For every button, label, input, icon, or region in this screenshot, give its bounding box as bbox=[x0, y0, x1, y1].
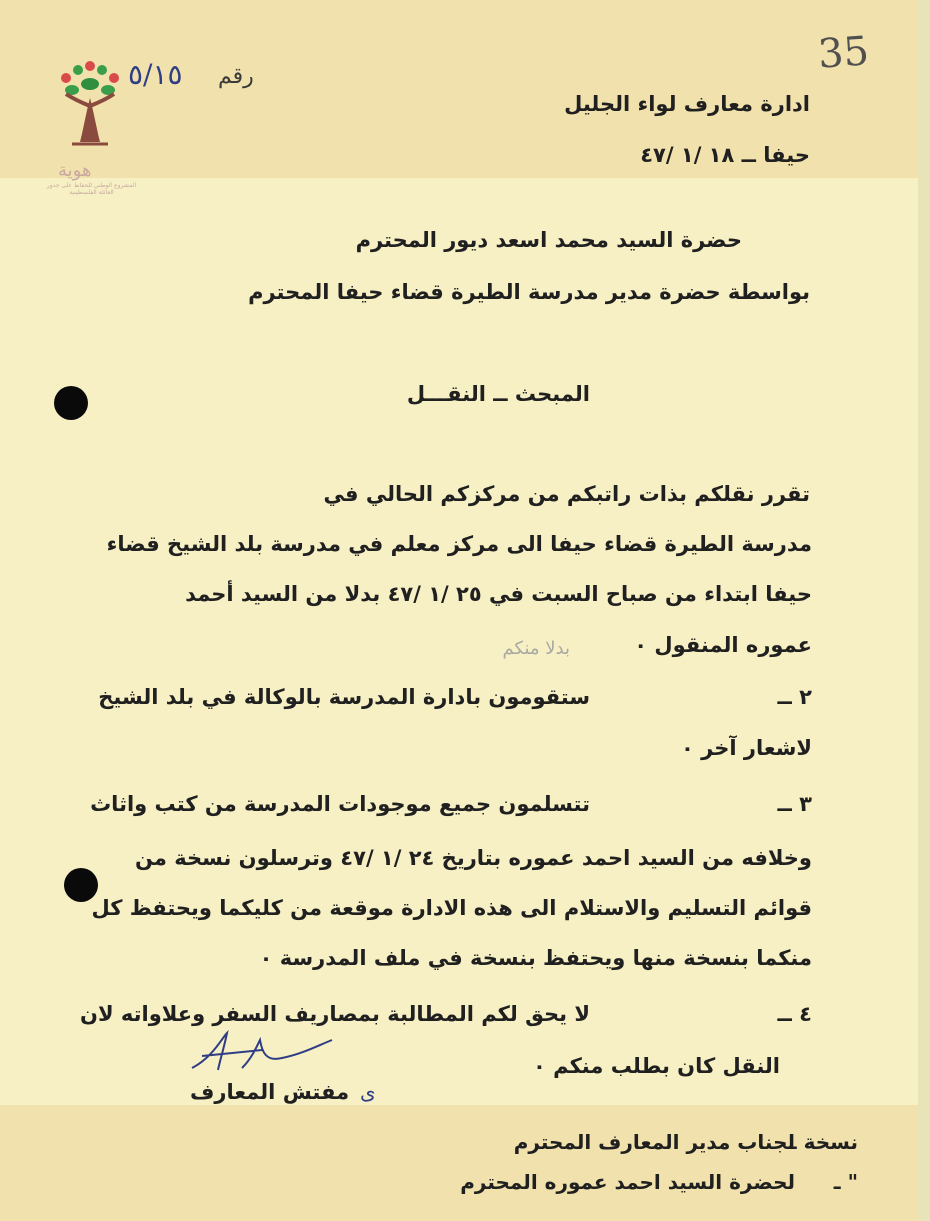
body-p3-number: ٣ ــ bbox=[777, 792, 812, 816]
page-number: 35 bbox=[816, 28, 871, 78]
handwritten-signature bbox=[182, 1028, 342, 1078]
body-p3-line-4: منكما بنسخة منها ويحتفظ بنسخة في ملف المدرسة ٠ bbox=[259, 946, 812, 970]
body-p1-line-3: حيفا ابتداء من صباح السبت في ٢٥ /١ /٤٧ بدلا من السيد أحمد bbox=[185, 582, 812, 606]
body-p3-line-3: قوائم التسليم والاستلام الى هذه الادارة موقعة من كليكما ويحتفظ كل bbox=[91, 896, 812, 920]
copies-line-1: لجناب مدير المعارف المحترم bbox=[513, 1130, 795, 1154]
body-p3-line-2: وخلافه من السيد احمد عموره بتاريخ ٢٤ /١ /٤٧ وترسلون نسخة من bbox=[135, 846, 812, 870]
signature-title: مفتش المعارف bbox=[190, 1080, 350, 1104]
page-edge bbox=[918, 0, 930, 1221]
logo-caption: هوية bbox=[58, 160, 92, 181]
addressee-line-2: بواسطة حضرة مدير مدرسة الطيرة قضاء حيفا المحترم bbox=[248, 280, 810, 304]
body-p4-line-2: النقل كان بطلب منكم ٠ bbox=[532, 1054, 780, 1078]
addressee-line-1: حضرة السيد محمد اسعد ديور المحترم bbox=[355, 228, 742, 252]
reference-number: ٥/١٥ bbox=[128, 58, 183, 91]
office-name: ادارة معارف لواء الجليل bbox=[564, 92, 810, 116]
body-p2-line-2: لاشعار آخر ٠ bbox=[681, 736, 812, 760]
body-p3-line-1: تتسلمون جميع موجودات المدرسة من كتب واثاث bbox=[90, 792, 590, 816]
place-date: حيفا ــ ١٨ /١ /٤٧ bbox=[640, 143, 810, 167]
body-p2-line-1: ستقومون بادارة المدرسة بالوكالة في بلد الشيخ bbox=[98, 685, 590, 709]
copies-ditto: " ـ bbox=[833, 1170, 858, 1194]
body-p4-line-1: لا يحق لكم المطالبة بمصاريف السفر وعلاواته لان bbox=[80, 1002, 590, 1026]
signature-mark: ى bbox=[360, 1080, 376, 1104]
reference-label: رقم bbox=[218, 64, 254, 89]
body-p4-number: ٤ ــ bbox=[777, 1002, 812, 1026]
copies-line-2: لحضرة السيد احمد عموره المحترم bbox=[460, 1170, 795, 1194]
body-p1-line-2: مدرسة الطيرة قضاء حيفا الى مركز معلم في مدرسة بلد الشيخ قضاء bbox=[106, 532, 812, 556]
copies-label: نسخة ـ bbox=[789, 1130, 858, 1154]
body-p2-number: ٢ ــ bbox=[777, 685, 812, 709]
punch-hole-top bbox=[54, 386, 88, 420]
body-p1-line-1: تقرر نقلكم بذات راتبكم من مركزكم الحالي في bbox=[323, 482, 810, 506]
pencil-annotation: بدلا منكم bbox=[502, 638, 570, 659]
logo-subtitle: المشروع الوطني للحفاظ على جذور العائلة الفلسطينية bbox=[46, 182, 137, 196]
bottom-discoloration bbox=[0, 1105, 930, 1221]
body-p1-line-4: عموره المنقول ٠ bbox=[634, 633, 812, 657]
subject-line: المبحث ــ النقـــل bbox=[406, 382, 590, 406]
